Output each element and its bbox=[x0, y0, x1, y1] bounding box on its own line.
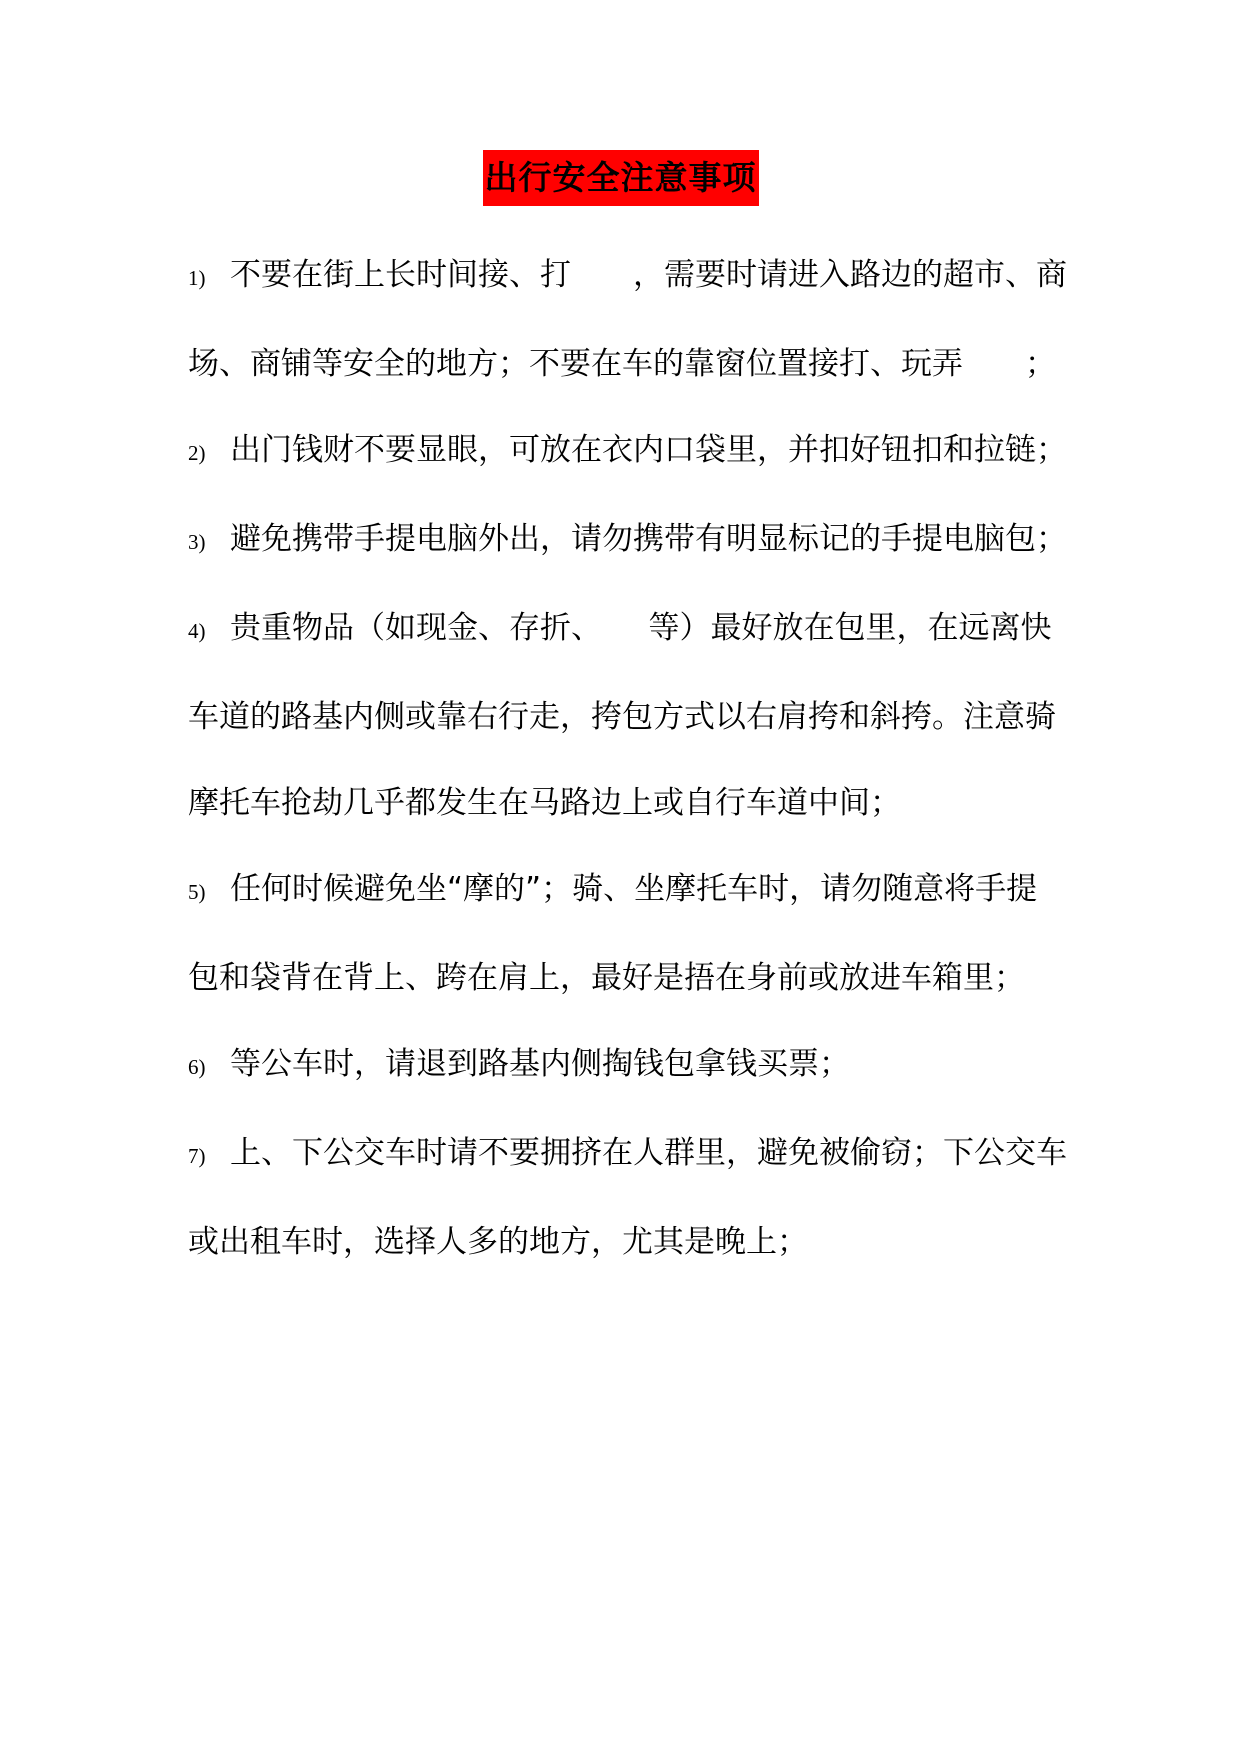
list-item bbox=[188, 407, 1068, 496]
list-item bbox=[188, 846, 1068, 1021]
item-text: 避免携带手提电脑外出，请勿携带有明显标记的手提电脑包； bbox=[230, 521, 1067, 557]
item-number: 4) bbox=[188, 619, 206, 643]
item-number: 6) bbox=[188, 1055, 206, 1079]
list-item bbox=[188, 1021, 1068, 1110]
title-container bbox=[0, 150, 1241, 206]
item-number: 2) bbox=[188, 441, 206, 465]
list-item bbox=[188, 1110, 1068, 1285]
item-text: 等公车时，请退到路基内侧掏钱包拿钱买票； bbox=[230, 1046, 850, 1082]
list-item bbox=[188, 232, 1068, 407]
item-text: 贵重物品（如现金、存折、 等）最好放在包里，在远离快车道的路基内侧或靠右行走，挎包方式以右肩挎和斜挎。注意骑摩托车抢劫几乎都发生在马路边上或自行车道中间； bbox=[188, 610, 1056, 821]
list-item bbox=[188, 585, 1068, 846]
notice-list bbox=[188, 232, 1068, 1285]
item-number: 5) bbox=[188, 880, 206, 904]
item-text: 任何时候避免坐“摩的”；骑、坐摩托车时，请勿随意将手提包和袋背在背上、跨在肩上，最好是捂在身前或放进车箱里； bbox=[188, 871, 1038, 996]
item-text: 不要在街上长时间接、打 ，需要时请进入路边的超市、商场、商铺等安全的地方；不要在车的靠窗位置接打、玩弄 ； bbox=[188, 257, 1067, 382]
item-number: 7) bbox=[188, 1144, 206, 1168]
list-item bbox=[188, 496, 1068, 585]
item-number: 1) bbox=[188, 266, 206, 290]
item-text: 上、下公交车时请不要拥挤在人群里，避免被偷窃；下公交车或出租车时，选择人多的地方，尤其是晚上； bbox=[188, 1135, 1067, 1260]
document-title: 出行安全注意事项 bbox=[483, 150, 759, 206]
item-number: 3) bbox=[188, 530, 206, 554]
item-text: 出门钱财不要显眼，可放在衣内口袋里，并扣好钮扣和拉链； bbox=[230, 432, 1067, 468]
